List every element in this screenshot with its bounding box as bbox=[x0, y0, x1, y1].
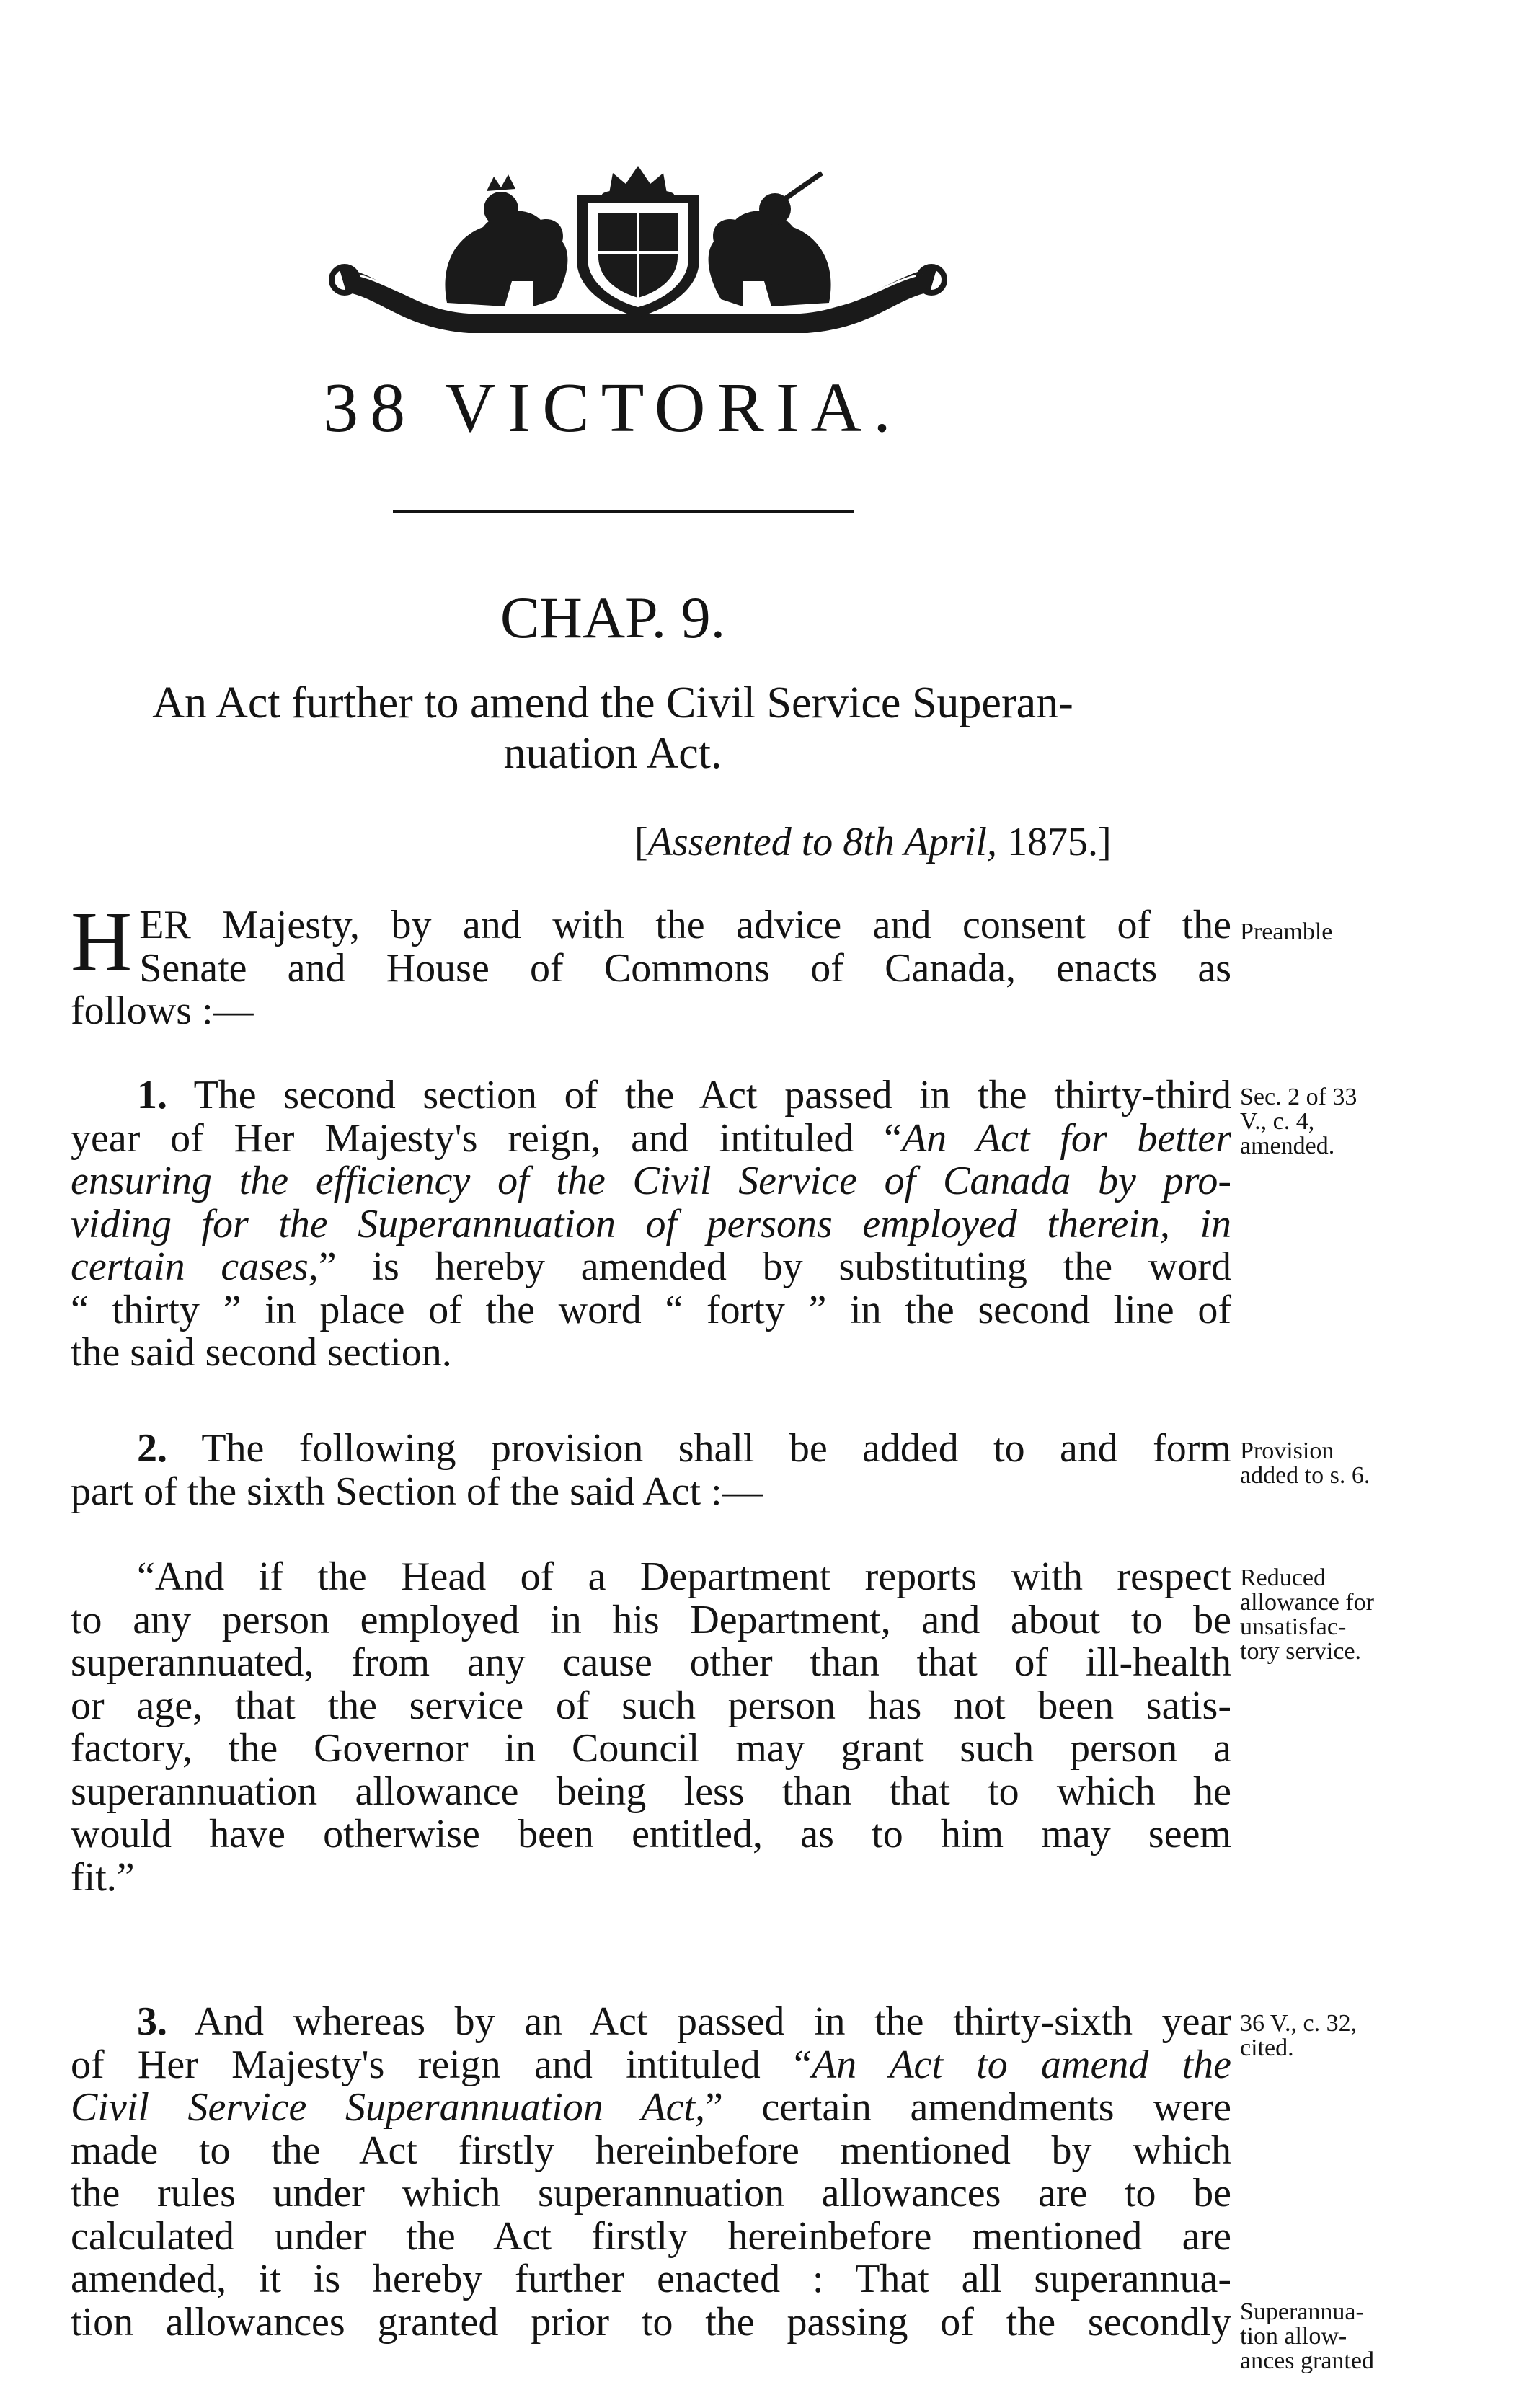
margin-line: Sec. 2 of 33 bbox=[1240, 1084, 1357, 1110]
margin-line: allowance for bbox=[1240, 1589, 1374, 1616]
quote-line: superannuated, from any cause other than that of ill-health bbox=[71, 1640, 1231, 1685]
margin-line: ances granted bbox=[1240, 2347, 1374, 2374]
quote-line: superannuation allowance being less than that to which he bbox=[71, 1769, 1231, 1814]
margin-note-preamble: Preamble bbox=[1240, 919, 1333, 945]
assent-text: Assented to 8th April, bbox=[647, 820, 997, 864]
margin-note-section-2 bbox=[1240, 1439, 1478, 1488]
section-line: the rules under which superannuation allowances are to be bbox=[71, 2171, 1231, 2216]
reign-heading: 38 VICTORIA. bbox=[323, 369, 903, 447]
section-text: And whereas by an Act passed in the thirty-sixth year bbox=[194, 1999, 1231, 2044]
royal-coat-of-arms-icon bbox=[324, 166, 952, 339]
section-text: The second section of the Act passed in the thirty-third bbox=[193, 1073, 1231, 1117]
section-line bbox=[71, 2001, 1231, 2044]
act-title bbox=[0, 678, 1226, 779]
section-3 bbox=[71, 2001, 1231, 2344]
section-number: 2. bbox=[137, 1426, 167, 1471]
quote-line: or age, that the service of such person has not been satis- bbox=[71, 1683, 1231, 1728]
section-line bbox=[71, 1203, 1231, 1247]
section-line bbox=[71, 1246, 1231, 1289]
act-citation: An Act to amend the bbox=[811, 2042, 1231, 2087]
act-citation: Civil Service Superannuation Act, bbox=[71, 2085, 705, 2130]
margin-line: V., c. 4, bbox=[1240, 1108, 1315, 1135]
act-citation: certain cases, bbox=[71, 1244, 319, 1289]
drop-cap: H bbox=[71, 894, 133, 988]
margin-note-section-1 bbox=[1240, 1085, 1478, 1159]
section-text: ” is hereby amended by substituting the word bbox=[318, 1244, 1231, 1289]
act-citation: ensuring the efficiency of the Civil Service of Canada by pro- bbox=[71, 1159, 1231, 1203]
section-line: “ thirty ” in place of the word “ forty ” in the second line of bbox=[71, 1287, 1231, 1332]
act-citation: viding for the Superannuation of persons employed therein, in bbox=[71, 1201, 1231, 1247]
preamble bbox=[71, 894, 1231, 1033]
section-line: the said second section. bbox=[71, 1330, 452, 1375]
section-number: 1. bbox=[137, 1073, 167, 1117]
margin-line: added to s. 6. bbox=[1240, 1462, 1370, 1489]
section-2 bbox=[71, 1427, 1231, 1513]
assent-date: [Assented to 8th April, 1875.] bbox=[634, 820, 1112, 864]
section-line bbox=[71, 2086, 1231, 2130]
section-line: tion allowances granted prior to the passing of the secondly bbox=[71, 2299, 1231, 2345]
divider bbox=[393, 510, 854, 513]
act-title-line: An Act further to amend the Civil Service Superan- bbox=[152, 678, 1073, 727]
preamble-line: ER Majesty, by and with the advice and consent of the bbox=[139, 903, 1231, 947]
section-line bbox=[71, 1074, 1231, 1117]
margin-line: Reduced bbox=[1240, 1564, 1326, 1591]
section-number: 3. bbox=[137, 1999, 167, 2044]
margin-line: Provision bbox=[1240, 1438, 1334, 1464]
section-line bbox=[71, 1427, 1231, 1471]
section-text: year of Her Majesty's reign, and intituled “ bbox=[71, 1115, 902, 1161]
assent-year: 1875. bbox=[1006, 820, 1098, 864]
quote-line: would have otherwise been entitled, as to him may seem bbox=[71, 1812, 1231, 1856]
margin-line: tion allow- bbox=[1240, 2323, 1347, 2350]
margin-note-superannuation bbox=[1240, 2300, 1478, 2373]
act-title-line: nuation Act. bbox=[503, 729, 722, 778]
margin-line: amended. bbox=[1240, 1133, 1335, 1159]
quoted-provision bbox=[71, 1556, 1231, 1899]
preamble-line: follows :— bbox=[71, 988, 254, 1033]
section-line: part of the sixth Section of the said Act :— bbox=[71, 1469, 763, 1514]
section-text: of Her Majesty's reign and intituled “ bbox=[71, 2042, 812, 2087]
preamble-line: Senate and House of Commons of Canada, enacts as bbox=[139, 945, 1231, 991]
section-line: amended, it is hereby further enacted : That all superannua- bbox=[71, 2257, 1231, 2301]
section-line bbox=[71, 2044, 1231, 2087]
margin-note-section-3 bbox=[1240, 2011, 1478, 2060]
margin-line: 36 V., c. 32, bbox=[1240, 2010, 1357, 2037]
quote-line: factory, the Governor in Council may grant such person a bbox=[71, 1726, 1231, 1771]
section-text: The following provision shall be added to and form bbox=[201, 1426, 1231, 1471]
quote-line: to any person employed in his Department, and about to be bbox=[71, 1597, 1231, 1642]
margin-note-reduced-allowance bbox=[1240, 1566, 1478, 1664]
quote-line: fit.” bbox=[71, 1854, 135, 1900]
chapter-heading: CHAP. 9. bbox=[500, 585, 726, 650]
margin-line: cited. bbox=[1240, 2035, 1294, 2061]
section-line bbox=[71, 1160, 1231, 1203]
section-1 bbox=[71, 1074, 1231, 1375]
margin-line: Superannua- bbox=[1240, 2298, 1364, 2325]
margin-line: tory service. bbox=[1240, 1638, 1362, 1665]
quote-line: “And if the Head of a Department reports with respect bbox=[137, 1554, 1231, 1599]
section-line bbox=[71, 1117, 1231, 1161]
section-text: ” certain amendments were bbox=[705, 2085, 1231, 2130]
section-line: made to the Act firstly hereinbefore mentioned by which bbox=[71, 2128, 1231, 2173]
section-line: calculated under the Act firstly hereinbefore mentioned are bbox=[71, 2213, 1231, 2259]
margin-line: unsatisfac- bbox=[1240, 1614, 1347, 1640]
act-citation: An Act for better bbox=[901, 1115, 1232, 1161]
